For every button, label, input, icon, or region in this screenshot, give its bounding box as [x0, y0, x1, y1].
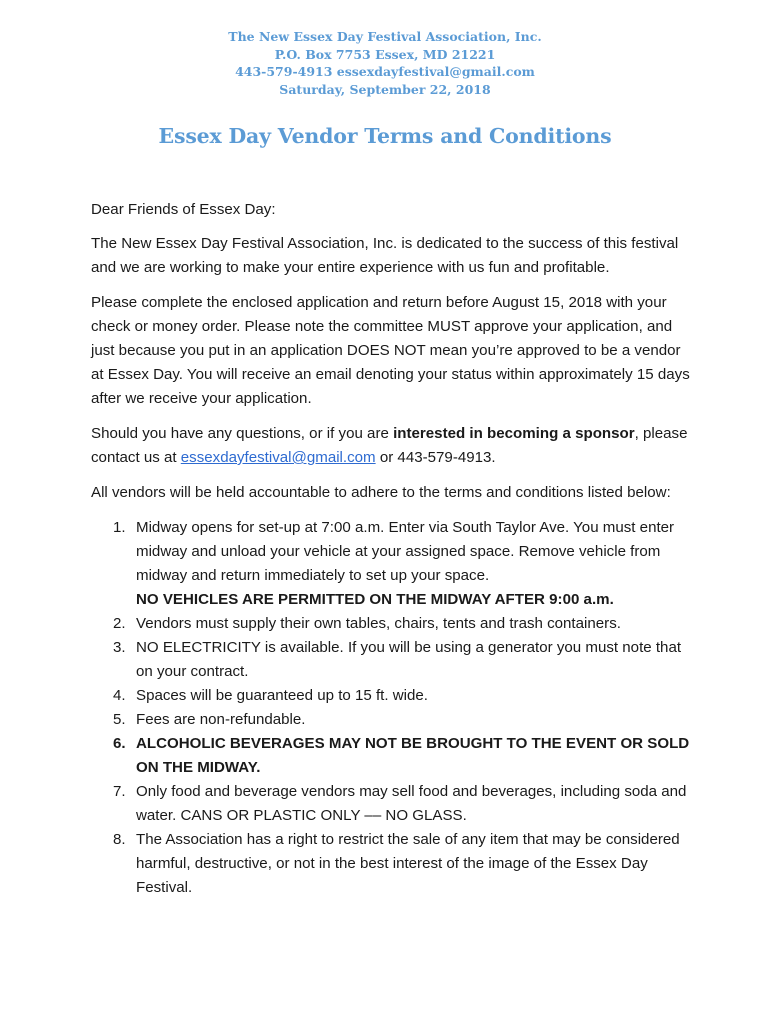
- document-title: Essex Day Vendor Terms and Conditions: [158, 124, 612, 148]
- term-item: [91, 612, 691, 636]
- header-date: Saturday, September 22, 2018: [279, 81, 491, 97]
- organization-header: [0, 28, 770, 98]
- term-text: Midway opens for set-up at 7:00 a.m. Enter via South Taylor Ave. You must enter midway and unload your vehicle at your assigned space. Remove vehicle from midway and return immediately to set up your space.: [136, 519, 675, 584]
- contact-suffix: or 443-579-4913.: [375, 449, 496, 466]
- term-number: 5.: [113, 711, 126, 728]
- term-text: NO ELECTRICITY is available. If you will be using a generator you must note that on your contract.: [136, 639, 682, 680]
- term-text: Only food and beverage vendors may sell food and beverages, including soda and water. CANS OR PLASTIC ONLY –– NO GLASS.: [136, 783, 687, 824]
- greeting: Dear Friends of Essex Day:: [91, 201, 276, 218]
- term-item: [91, 516, 691, 612]
- term-number: 7.: [113, 783, 126, 800]
- document-body: [91, 198, 691, 900]
- accountability-paragraph: All vendors will be held accountable to adhere to the terms and conditions listed below:: [91, 484, 671, 501]
- term-item: [91, 828, 691, 900]
- contact-paragraph: [91, 422, 691, 470]
- term-number: 1.: [113, 519, 126, 536]
- contact-middle: , please contact us at: [91, 425, 688, 466]
- term-warning: NO VEHICLES ARE PERMITTED ON THE MIDWAY AFTER 9:00 a.m.: [136, 591, 614, 608]
- header-contact: 443-579-4913 essexdayfestival@gmail.com: [235, 64, 535, 79]
- header-org-name: The New Essex Day Festival Association, Inc.: [228, 29, 542, 44]
- terms-list: [91, 516, 691, 900]
- intro-paragraph: The New Essex Day Festival Association, Inc. is dedicated to the success of this festival and we are working to make your entire experience with us fun and profitable.: [91, 235, 679, 276]
- term-item: [91, 636, 691, 684]
- term-number: 3.: [113, 639, 126, 656]
- term-item: [91, 780, 691, 828]
- contact-prefix: Should you have any questions, or if you are: [91, 425, 394, 442]
- term-number: 6.: [113, 735, 126, 752]
- term-text: Fees are non-refundable.: [136, 711, 306, 728]
- header-address: P.O. Box 7753 Essex, MD 21221: [274, 46, 496, 62]
- term-item: [91, 732, 691, 780]
- email-link[interactable]: essexdayfestival@gmail.com: [180, 449, 376, 466]
- term-number: 4.: [113, 687, 126, 704]
- term-text: The Association has a right to restrict the sale of any item that may be considered harmful, destructive, or not in the best interest of the image of the Essex Day Festival.: [136, 831, 680, 896]
- term-text: Vendors must supply their own tables, chairs, tents and trash containers.: [136, 615, 621, 632]
- term-text: ALCOHOLIC BEVERAGES MAY NOT BE BROUGHT TO THE EVENT OR SOLD ON THE MIDWAY.: [136, 735, 690, 776]
- term-item: [91, 708, 691, 732]
- sponsor-emphasis: interested in becoming a sponsor: [393, 425, 635, 442]
- term-number: 2.: [113, 615, 126, 632]
- term-number: 8.: [113, 831, 126, 848]
- term-item: [91, 684, 691, 708]
- application-paragraph: Please complete the enclosed application and return before August 15, 2018 with your check or money order. Please note the committee MUST approve your application, and just because you put in an application DOES NOT mean you’re approved to be a vendor at Essex Day. You will receive an email denoting your status within approximately 15 days after we receive your application.: [91, 294, 690, 407]
- term-text: Spaces will be guaranteed up to 15 ft. wide.: [136, 687, 428, 704]
